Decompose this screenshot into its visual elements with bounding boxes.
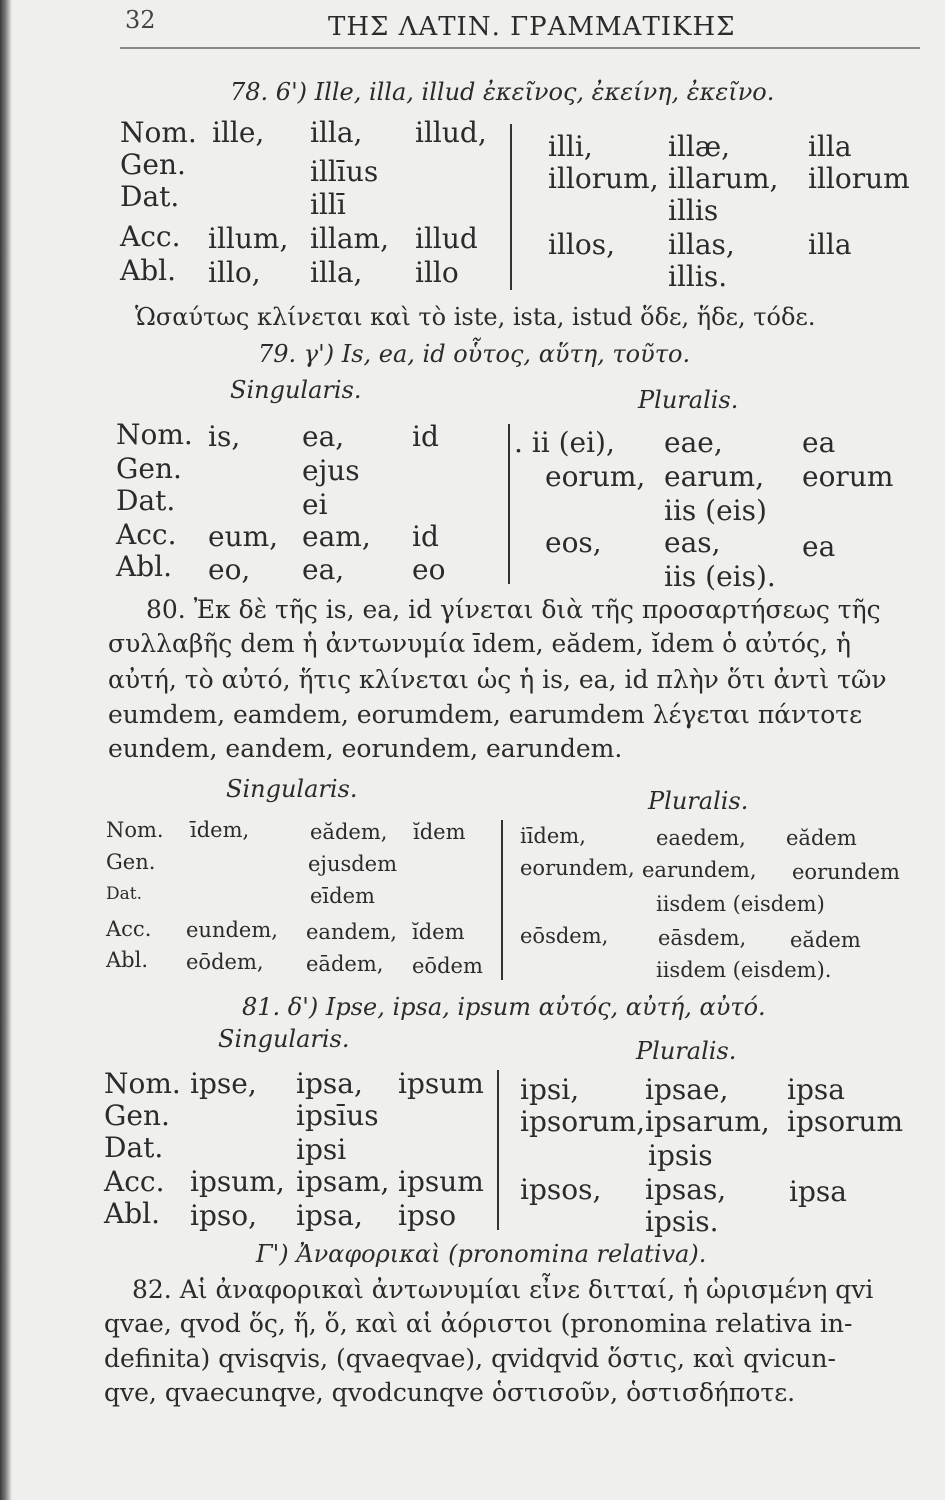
form-cell: illī xyxy=(310,188,346,221)
form-cell: eundem, xyxy=(186,918,278,942)
case-label: Gen. xyxy=(106,850,156,874)
paragraph-line: qvae, qvod ὅς, ἥ, ὅ, καὶ αἱ ἀόριστοι (pronomina relativa in- xyxy=(104,1309,853,1338)
form-cell: illarum, xyxy=(668,162,779,195)
form-cell: eam, xyxy=(302,520,371,553)
form-cell: ipsīus xyxy=(296,1099,379,1132)
form-cell: ipse, xyxy=(190,1067,257,1100)
running-header: ΤΗΣ ΛΑΤΙΝ. ΓΡΑΜΜΑΤΙΚΗΣ xyxy=(328,12,736,42)
section-gamma-heading: Γ') Ἀναφορικαὶ (pronomina relativa). xyxy=(256,1240,707,1268)
form-cell: eos, xyxy=(545,526,602,559)
page-number: 32 xyxy=(125,6,156,34)
form-cell: illo, xyxy=(208,256,261,289)
paragraph-line: eumdem, eamdem, eorumdem, earumdem λέγεται πάντοτε xyxy=(108,700,863,729)
case-label: Nom. xyxy=(104,1067,181,1100)
form-cell: eīdem xyxy=(310,884,375,908)
form-cell: eorum, xyxy=(545,460,646,493)
case-label: Dat. xyxy=(116,484,176,517)
column-divider xyxy=(501,820,503,980)
form-cell: eōsdem, xyxy=(520,924,609,948)
form-cell: illæ, xyxy=(668,130,731,163)
form-cell: ipsa xyxy=(787,1073,845,1106)
section-78-heading: 78. 6') Ille, illa, illud ἐκεῖνος, ἐκείνη, ἐκεῖνο. xyxy=(230,78,775,106)
form-cell: illa xyxy=(808,130,852,163)
pluralis-label: Pluralis. xyxy=(648,787,749,815)
form-cell: ipsae, xyxy=(645,1073,729,1106)
form-cell: eandem, xyxy=(306,920,397,944)
form-cell: id xyxy=(412,520,439,553)
form-cell: iisdem (eisdem). xyxy=(656,958,832,982)
case-label: Dat. xyxy=(120,180,180,213)
form-cell: is, xyxy=(208,420,241,453)
form-cell: ea, xyxy=(302,553,345,586)
form-cell: ipsum, xyxy=(190,1165,285,1198)
form-cell: ejus xyxy=(302,454,360,487)
form-cell: illi, xyxy=(548,130,593,163)
form-cell: ejusdem xyxy=(308,852,398,876)
form-cell: illum, xyxy=(208,222,289,255)
form-cell: eum, xyxy=(208,520,279,553)
form-cell: eas, xyxy=(664,526,721,559)
form-cell: illud xyxy=(415,222,478,255)
form-cell: ipsos, xyxy=(520,1173,602,1206)
case-label: Nom. xyxy=(106,818,164,842)
form-cell: ipsa, xyxy=(296,1067,363,1100)
form-cell: ea, xyxy=(302,420,345,453)
form-cell: ĭdem xyxy=(412,920,465,944)
form-cell: ipsorum, xyxy=(520,1105,645,1138)
form-cell: eorum xyxy=(802,460,894,493)
paragraph-line: definita) qvisqvis, (qvaeqvae), qvidqvid ὅστις, καὶ qvicun- xyxy=(104,1344,836,1373)
form-cell: īdem, xyxy=(190,818,250,842)
paragraph-line: 82. Αἱ ἀναφορικαὶ ἀντωνυμίαι εἶνε διτταί, ἡ ὡρισμένη qvi xyxy=(132,1275,874,1304)
form-cell: illud, xyxy=(415,116,487,149)
form-cell: ipsis. xyxy=(645,1205,719,1238)
form-cell: eōdem, xyxy=(186,950,264,974)
form-cell: ille, xyxy=(212,116,265,149)
form-cell: eaedem, xyxy=(656,826,746,850)
form-cell: iis (eis). xyxy=(664,560,776,593)
form-cell: illa, xyxy=(310,256,363,289)
header-rule xyxy=(120,47,920,49)
form-cell: ipsi xyxy=(296,1133,347,1166)
form-cell: eădem, xyxy=(310,820,388,844)
paragraph-line: qve, qvaecunqve, qvodcunqve ὁστισοῦν, ὁστισδήποτε. xyxy=(104,1378,796,1407)
case-label: Dat. xyxy=(106,884,143,904)
pluralis-label: Pluralis. xyxy=(638,386,739,414)
case-label: Gen. xyxy=(104,1099,170,1132)
page-edge-shadow xyxy=(0,0,12,1500)
form-cell: ipso, xyxy=(190,1199,258,1232)
form-cell: earum, xyxy=(664,460,765,493)
form-cell: illorum xyxy=(808,162,910,195)
form-cell: illis xyxy=(668,194,719,227)
singularis-label: Singularis. xyxy=(230,376,362,404)
section-78-note: Ὡσαύτως κλίνεται καὶ τὸ iste, ista, istud ὅδε, ἥδε, τόδε. xyxy=(135,303,816,331)
case-label: Acc. xyxy=(104,1165,165,1198)
case-label: Acc. xyxy=(116,518,177,551)
form-cell: eo xyxy=(412,553,446,586)
column-divider xyxy=(508,424,510,584)
form-cell: eōdem xyxy=(412,954,483,978)
form-cell: ipsorum xyxy=(787,1105,904,1138)
form-cell: eādem, xyxy=(306,952,384,976)
form-cell: iīdem, xyxy=(520,824,586,848)
form-cell: illorum, xyxy=(548,162,659,195)
form-cell: . ii (ei), xyxy=(514,426,615,459)
column-divider xyxy=(497,1070,499,1230)
form-cell: ea xyxy=(802,426,836,459)
form-cell: ipsam, xyxy=(296,1165,390,1198)
form-cell: illa xyxy=(808,228,852,261)
case-label: Dat. xyxy=(104,1131,164,1164)
form-cell: illam, xyxy=(310,222,390,255)
form-cell: illa, xyxy=(310,116,363,149)
case-label: Acc. xyxy=(120,220,181,253)
form-cell: illīus xyxy=(310,155,379,188)
form-cell: ipsas, xyxy=(645,1173,727,1206)
form-cell: ipsis xyxy=(648,1139,713,1172)
case-label: Nom. xyxy=(120,116,197,149)
form-cell: ipsa, xyxy=(296,1199,363,1232)
case-label: Abl. xyxy=(116,550,172,583)
form-cell: eo, xyxy=(208,553,251,586)
case-label: Abl. xyxy=(104,1197,160,1230)
form-cell: eădem xyxy=(786,826,857,850)
form-cell: illis. xyxy=(668,260,728,293)
form-cell: iis (eis) xyxy=(664,494,767,527)
form-cell: id xyxy=(412,420,439,453)
form-cell: ipsi, xyxy=(520,1073,580,1106)
form-cell: iisdem (eisdem) xyxy=(656,892,825,916)
form-cell: eorundem xyxy=(792,860,900,884)
case-label: Gen. xyxy=(116,452,182,485)
form-cell: ei xyxy=(302,488,328,521)
case-label: Nom. xyxy=(116,418,193,451)
paragraph-line: αὐτή, τὸ αὐτό, ἥτις κλίνεται ὡς ἡ is, ea, id πλὴν ὅτι ἀντὶ τῶν xyxy=(108,665,887,694)
pluralis-label: Pluralis. xyxy=(636,1037,737,1065)
form-cell: ipso xyxy=(398,1199,457,1232)
form-cell: eorundem, xyxy=(520,856,635,880)
case-label: Gen. xyxy=(120,148,186,181)
form-cell: ipsum xyxy=(398,1165,484,1198)
case-label: Abl. xyxy=(120,254,176,287)
case-label: Acc. xyxy=(106,917,152,941)
paragraph-line: eundem, eandem, eorundem, earundem. xyxy=(108,734,623,763)
form-cell: illo xyxy=(415,256,459,289)
case-label: Abl. xyxy=(106,948,148,972)
form-cell: earundem, xyxy=(642,858,757,882)
form-cell: ipsa xyxy=(789,1175,847,1208)
singularis-label: Singularis. xyxy=(226,775,358,803)
singularis-label: Singularis. xyxy=(218,1025,350,1053)
form-cell: eae, xyxy=(664,426,723,459)
column-divider xyxy=(510,124,512,290)
form-cell: illos, xyxy=(548,228,615,261)
form-cell: illas, xyxy=(668,228,735,261)
paragraph-line: συλλαβῆς dem ἡ ἀντωνυμία īdem, eădem, ĭdem ὁ αὐτός, ἡ xyxy=(108,629,851,658)
form-cell: eădem xyxy=(790,928,861,952)
form-cell: ipsarum, xyxy=(645,1105,770,1138)
form-cell: ĭdem xyxy=(413,820,466,844)
paragraph-line: 80. Ἐκ δὲ τῆς is, ea, id γίνεται διὰ τῆς προσαρτήσεως τῆς xyxy=(146,595,881,624)
section-81-heading: 81. δ') Ipse, ipsa, ipsum αὐτός, αὐτή, αὐτό. xyxy=(242,993,766,1021)
form-cell: ea xyxy=(802,530,836,563)
form-cell: eāsdem, xyxy=(658,926,747,950)
section-79-heading: 79. γ') Is, ea, id οὗτος, αὕτη, τοῦτο. xyxy=(258,340,691,368)
form-cell: ipsum xyxy=(398,1067,484,1100)
